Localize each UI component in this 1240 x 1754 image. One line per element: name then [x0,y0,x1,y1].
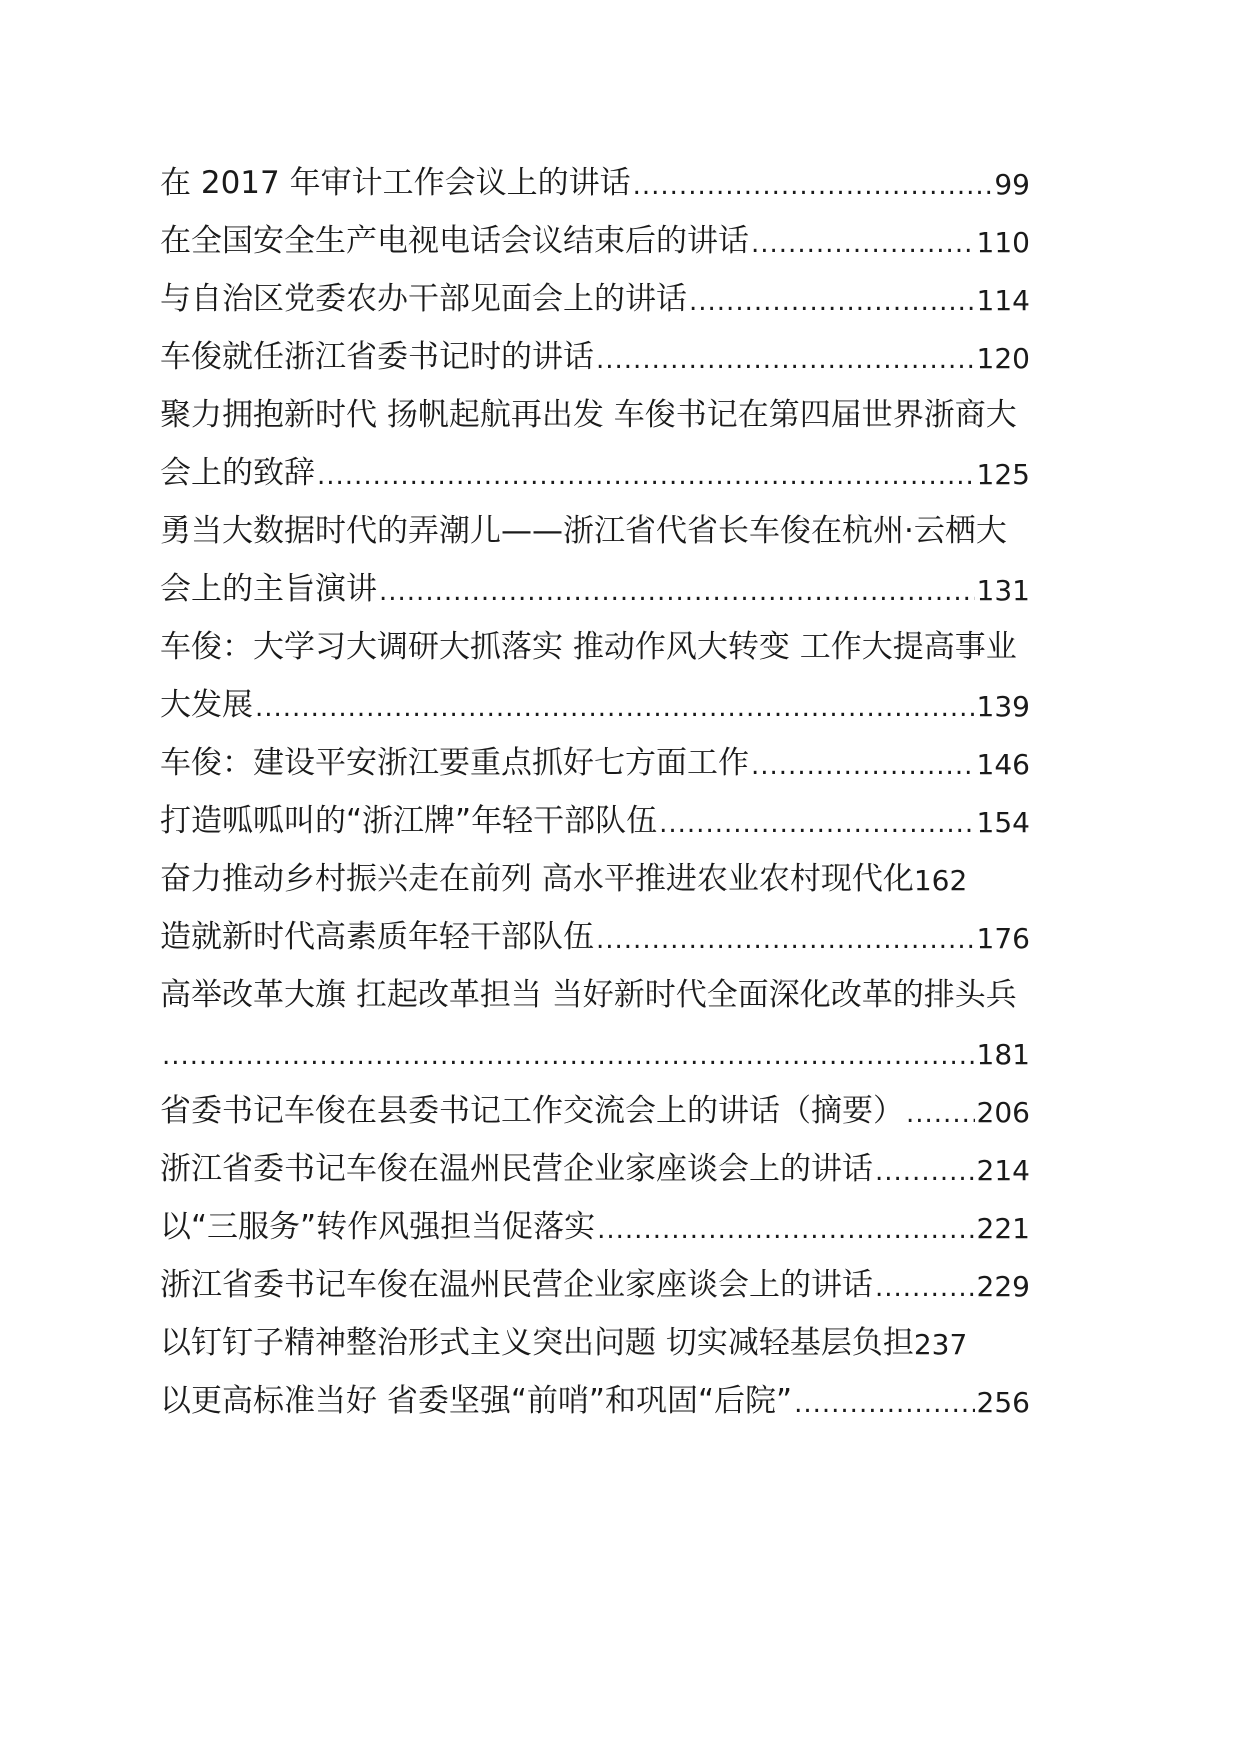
toc-dot-leader [379,573,975,611]
toc-entry-title: 以“三服务”转作风强担当促落实 [160,1209,596,1245]
toc-page-number: 125 [976,458,1030,491]
toc-entry-title: 在 2017 年审计工作会议上的讲话 [160,165,631,201]
toc-entry[interactable] [160,213,1030,263]
toc-dot-leader [875,1269,975,1307]
toc-dot-leader [596,921,975,959]
toc-dot-leader [597,1211,974,1249]
toc-entry[interactable] [160,851,1030,901]
toc-page-number: 154 [976,806,1030,839]
toc-page-number: 181 [976,1038,1030,1071]
toc-dot-leader [751,225,975,263]
toc-entry-title: 车俊：建设平安浙江要重点抓好七方面工作 [160,745,749,781]
toc-entry-title-line1[interactable]: 勇当大数据时代的弄潮儿——浙江省代省长车俊在杭州·云栖大 [160,513,1007,549]
toc-entry-title: 会上的主旨演讲 [160,571,377,607]
toc-entry[interactable] [160,1373,1030,1423]
toc-dot-leader [906,1095,975,1133]
toc-entry[interactable] [160,1083,1030,1133]
toc-entry[interactable] [160,1141,1030,1191]
toc-entry[interactable] [160,561,1030,611]
toc-dot-leader [317,457,975,495]
toc-entry-title: 打造呱呱叫的“浙江牌”年轻干部队伍 [160,803,658,839]
toc-entry-title: 车俊就任浙江省委书记时的讲话 [160,339,594,375]
toc-entry[interactable] [160,909,1030,959]
toc-entry-title: 奋力推动乡村振兴走在前列 高水平推进农业农村现代化 [160,861,914,897]
toc-entry-title-line1[interactable]: 高举改革大旗 扛起改革担当 当好新时代全面深化改革的排头兵 [160,977,1017,1013]
toc-entry-title-line1[interactable]: 车俊：大学习大调研大抓落实 推动作风大转变 工作大提高事业 [160,629,1017,665]
toc-entry-title: 浙江省委书记车俊在温州民营企业家座谈会上的讲话 [160,1267,873,1303]
toc-entry[interactable] [160,155,1030,205]
toc-dot-leader [659,805,974,843]
toc-page-number: 110 [976,226,1030,259]
toc-page-number: 214 [976,1154,1030,1187]
toc-dot-leader [794,1385,974,1423]
toc-entry[interactable] [160,445,1030,495]
toc-dot-leader [162,1037,975,1075]
toc-page-number: 162 [913,864,968,897]
toc-page-number: 206 [976,1096,1030,1129]
toc-entry[interactable] [160,735,1030,785]
toc-entry-title: 以更高标准当好 省委坚强“前哨”和巩固“后院” [160,1383,793,1419]
toc-entry-title: 会上的致辞 [160,455,315,491]
toc-entry[interactable] [160,271,1030,321]
toc-page-number: 114 [976,284,1030,317]
toc-entry-title: 以钉钉子精神整治形式主义突出问题 切实减轻基层负担 [160,1325,914,1361]
toc-entry-title: 大发展 [160,687,253,723]
toc-dot-leader [596,341,975,379]
toc-entry[interactable] [160,1257,1030,1307]
toc-entry-title-line1[interactable]: 聚力拥抱新时代 扬帆起航再出发 车俊书记在第四届世界浙商大 [160,397,1017,433]
toc-dot-leader [875,1153,975,1191]
toc-entry-title: 造就新时代高素质年轻干部队伍 [160,919,594,955]
toc-entry-title: 省委书记车俊在县委书记工作交流会上的讲话（摘要） [160,1093,904,1129]
toc-entry[interactable] [160,329,1030,379]
toc-entry[interactable] [160,1199,1030,1249]
toc-page-number: 139 [976,690,1030,723]
toc-page-number: 237 [913,1328,968,1361]
toc-entry[interactable] [160,793,1030,843]
toc-page-number: 131 [976,574,1030,607]
toc-entry[interactable] [160,1025,1030,1075]
toc-entry[interactable] [160,677,1030,727]
toc-page-number: 120 [976,342,1030,375]
toc-entry[interactable] [160,1315,1030,1365]
toc-dot-leader [633,167,993,205]
toc-page-number: 229 [976,1270,1030,1303]
toc-page-number: 176 [976,922,1030,955]
toc-entry-title: 浙江省委书记车俊在温州民营企业家座谈会上的讲话 [160,1151,873,1187]
toc-entry-title: 在全国安全生产电视电话会议结束后的讲话 [160,223,749,259]
toc-dot-leader [751,747,975,785]
toc-page-number: 256 [976,1386,1030,1419]
toc-page-number: 221 [976,1212,1030,1245]
toc-dot-leader [255,689,975,727]
toc-entry-title: 与自治区党委农办干部见面会上的讲话 [160,281,687,317]
toc-dot-leader [689,283,975,321]
toc-page-number: 146 [976,748,1030,781]
toc-page-number: 99 [994,168,1030,201]
